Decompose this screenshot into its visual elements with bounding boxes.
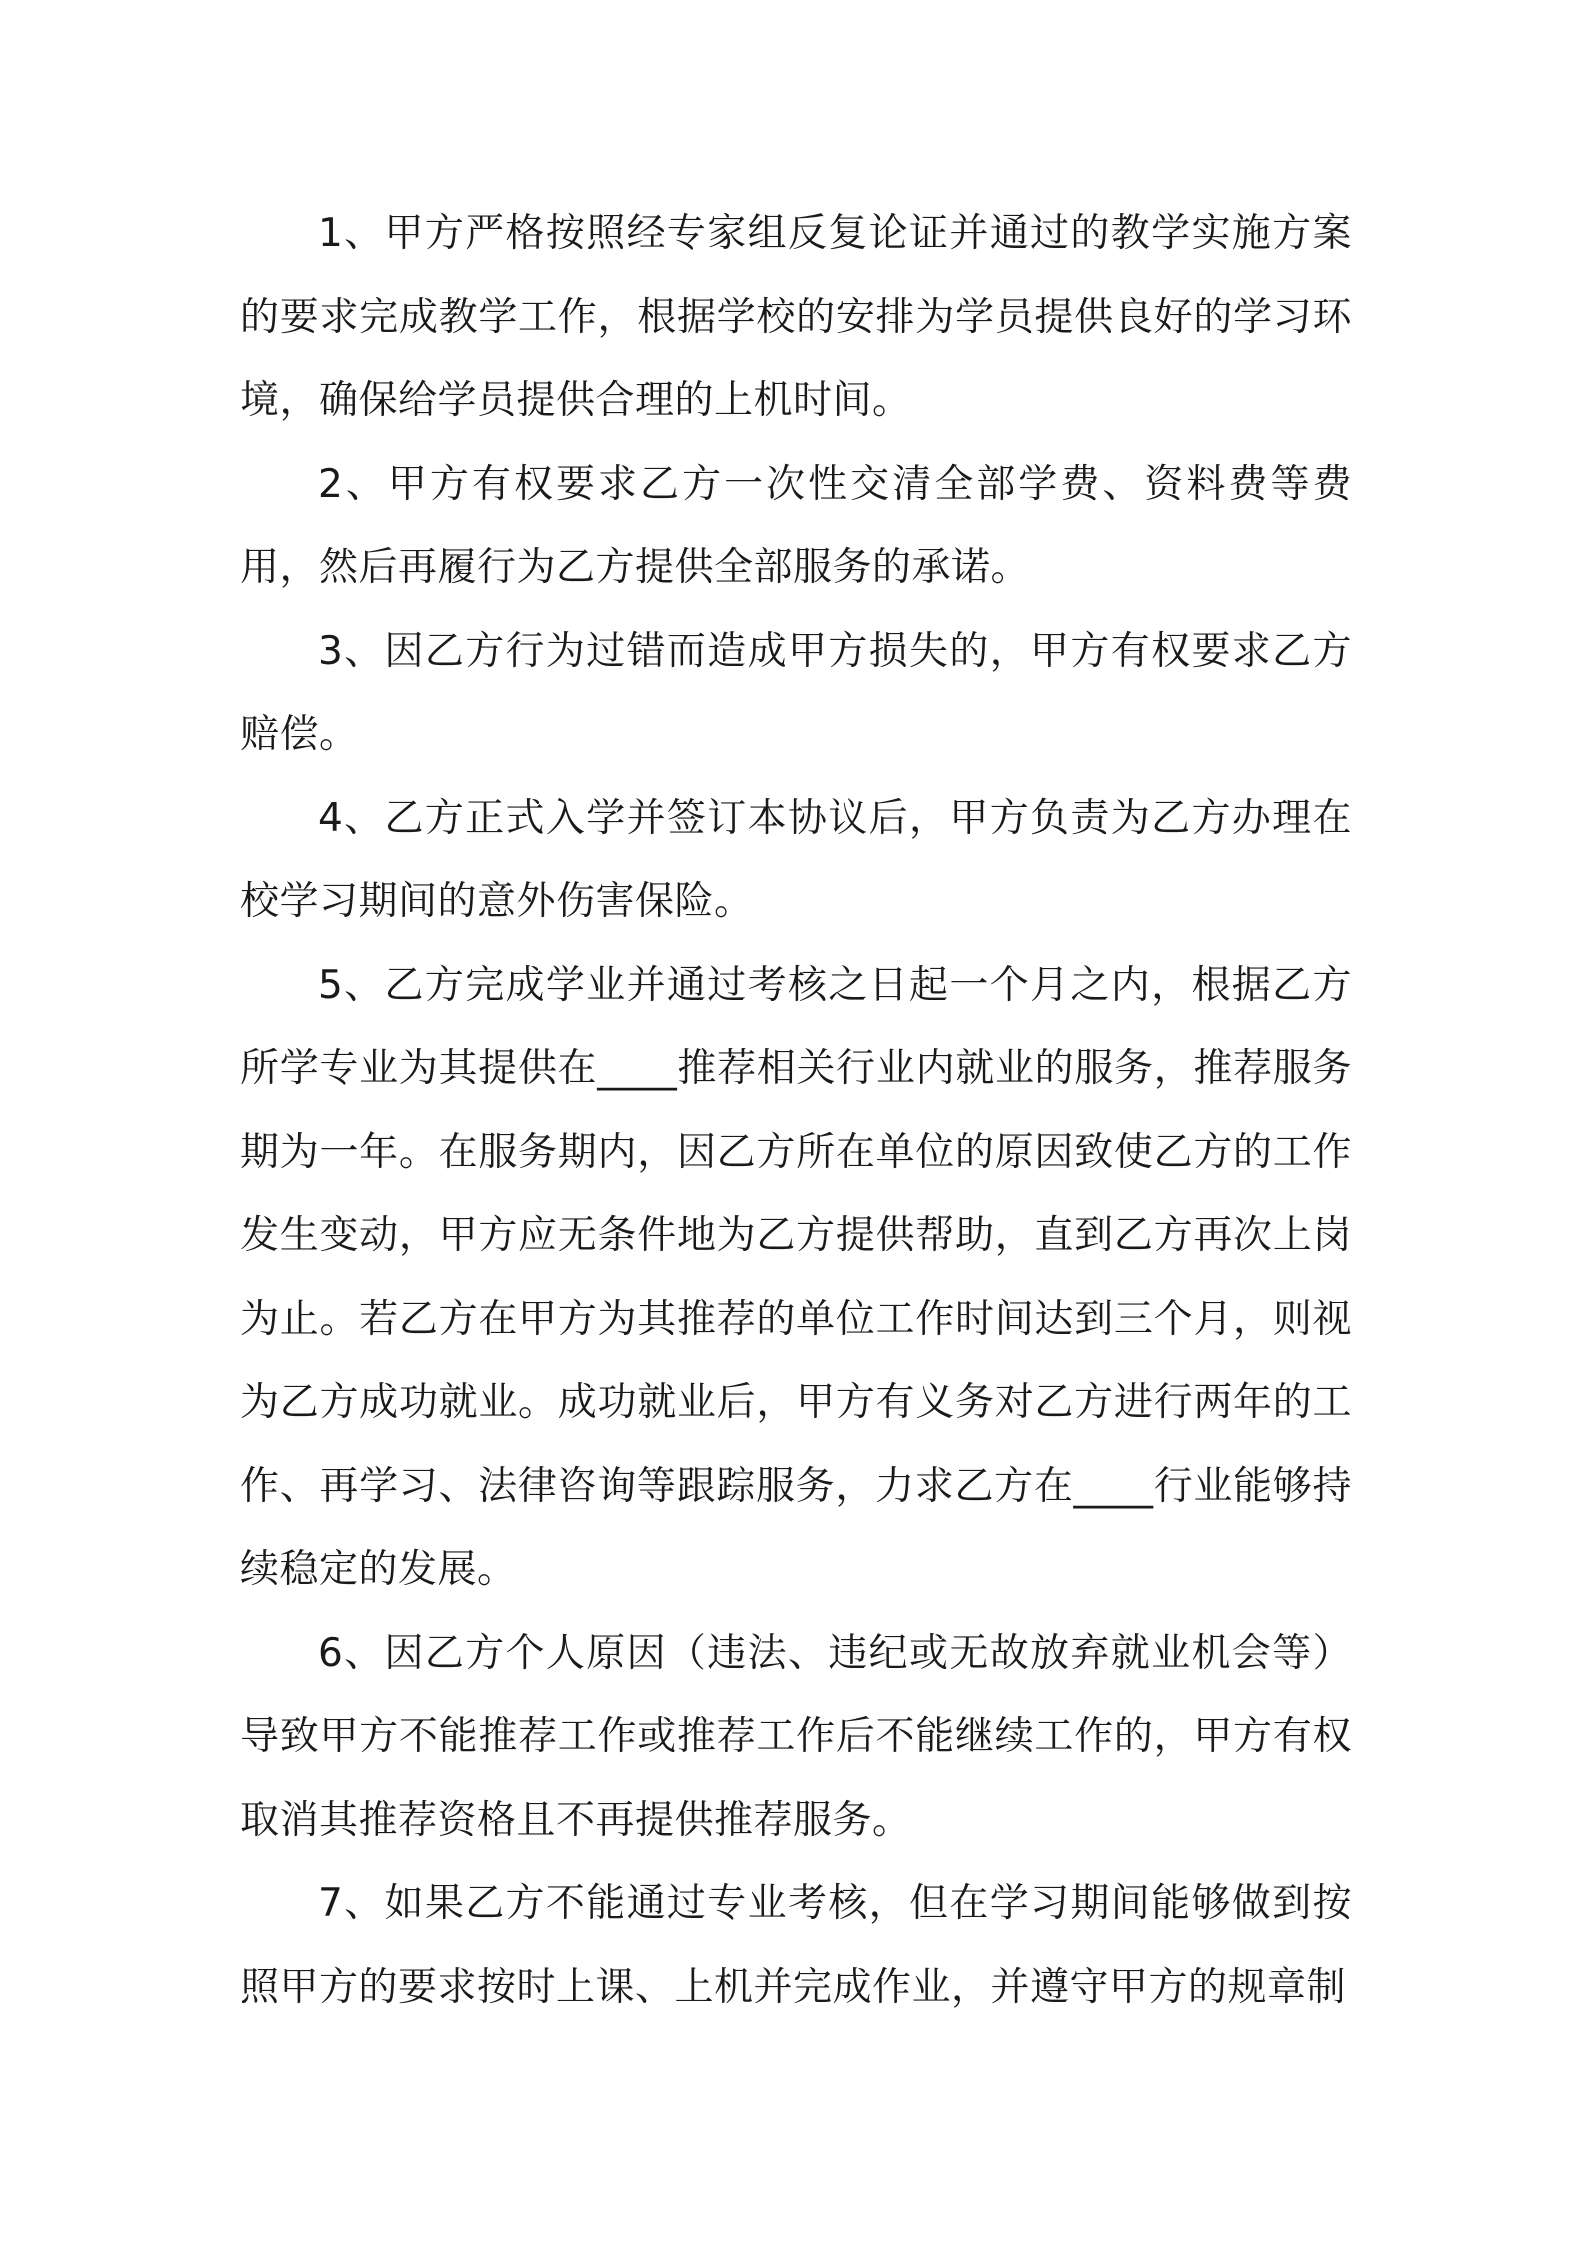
clause-1: 1、甲方严格按照经专家组反复论证并通过的教学实施方案的要求完成教学工作，根据学校的安排为学员提供良好的学习环境，确保给学员提供合理的上机时间。	[240, 211, 1352, 423]
clause-5: 5、乙方完成学业并通过考核之日起一个月之内，根据乙方所学专业为其提供在____推荐相关行业内就业的服务，推荐服务期为一年。在服务期内，因乙方所在单位的原因致使乙方的工作发生变动，甲方应无条件地为乙方提供帮助，直到乙方再次上岗为止。若乙方在甲方为其推荐的单位工作时间达到三个月，则视为乙方成功就业。成功就业后，甲方有义务对乙方进行两年的工作、再学习、法律咨询等跟踪服务，力求乙方在____行业能够持续稳定的发展。	[240, 962, 1352, 1592]
clause-7: 7、如果乙方不能通过专业考核，但在学习期间能够做到按照甲方的要求按时上课、上机并完成作业，并遵守甲方的规章制	[240, 1881, 1352, 2010]
clause-2: 2、甲方有权要求乙方一次性交清全部学费、资料费等费用，然后再履行为乙方提供全部服务的承诺。	[240, 461, 1352, 590]
clause-4: 4、乙方正式入学并签订本协议后，甲方负责为乙方办理在校学习期间的意外伤害保险。	[240, 795, 1352, 924]
clause-3: 3、因乙方行为过错而造成甲方损失的，甲方有权要求乙方赔偿。	[240, 628, 1352, 757]
clause-6: 6、因乙方个人原因（违法、违纪或无故放弃就业机会等）导致甲方不能推荐工作或推荐工作后不能继续工作的，甲方有权取消其推荐资格且不再提供推荐服务。	[240, 1630, 1352, 1843]
document-body	[240, 192, 1352, 2029]
